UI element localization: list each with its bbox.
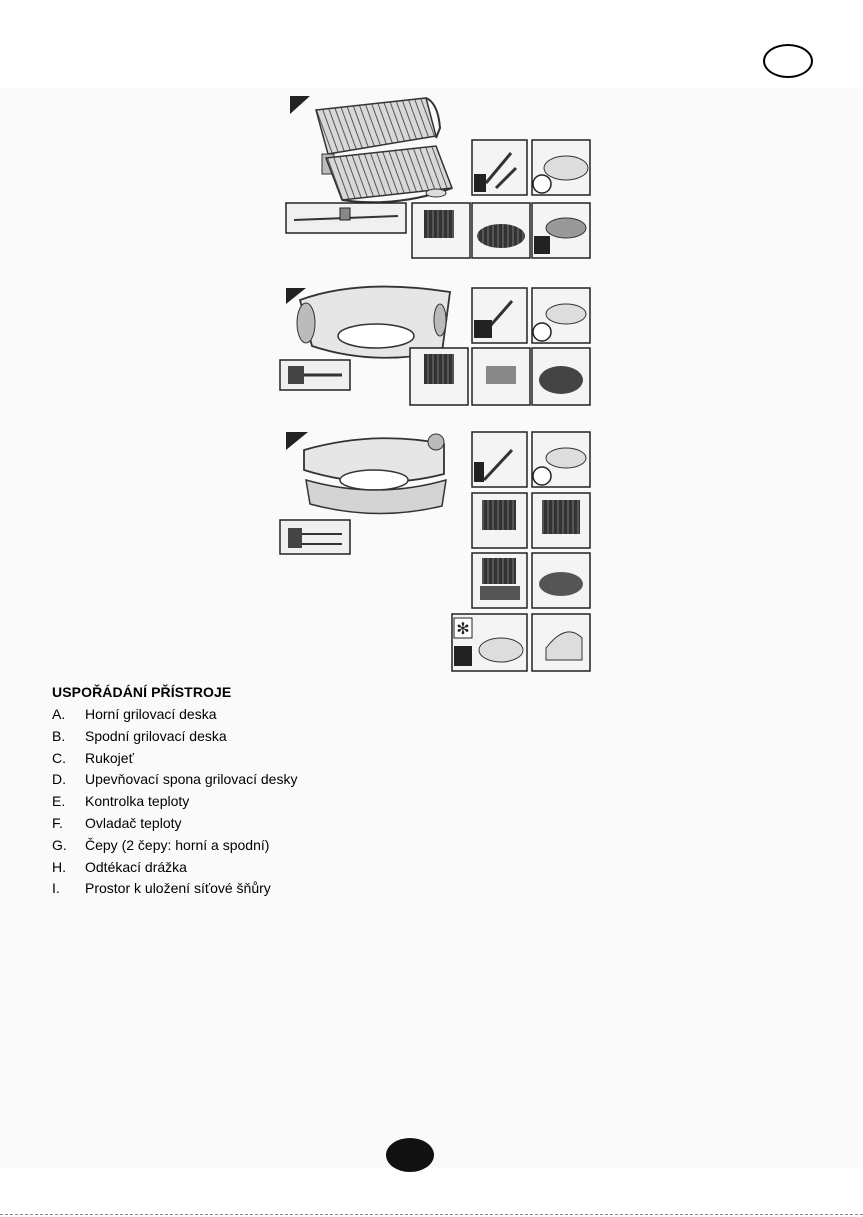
- grill-half-open-figure: [286, 432, 446, 514]
- step-panels-column-3: [452, 432, 590, 671]
- part-letter: G.: [52, 836, 67, 853]
- list-item: [52, 726, 297, 748]
- part-name: Prostor k uložení síťové šňůry: [85, 880, 271, 897]
- part-letter: D.: [52, 771, 66, 788]
- part-name: Kontrolka teploty: [85, 793, 190, 810]
- part-letter: H.: [52, 858, 66, 875]
- list-item: [52, 704, 297, 726]
- list-item: [52, 857, 297, 879]
- list-item: [52, 748, 297, 770]
- grill-open-flat-figure: [290, 96, 452, 202]
- parts-list: [52, 704, 297, 900]
- list-item: [52, 878, 297, 900]
- part-name: Spodní grilovací deska: [85, 727, 227, 744]
- list-item: [52, 769, 297, 791]
- part-letter: C.: [52, 749, 66, 766]
- part-name: Upevňovací spona grilovací desky: [85, 771, 298, 788]
- list-item: [52, 791, 297, 813]
- section-heading: USPOŘÁDÁNÍ PŘÍSTROJE: [52, 684, 232, 700]
- part-name: Čepy (2 čepy: horní a spodní): [85, 836, 270, 853]
- part-name: Ovladač teploty: [85, 814, 182, 831]
- usage-illustrations: [276, 88, 606, 678]
- page-number-badge: [386, 1138, 434, 1172]
- closed-clip-detail: [280, 360, 350, 390]
- list-item: [52, 813, 297, 835]
- part-letter: E.: [52, 793, 66, 810]
- part-letter: B.: [52, 727, 66, 744]
- part-letter: F.: [52, 814, 63, 831]
- language-badge: [763, 44, 813, 78]
- list-item: [52, 835, 297, 857]
- trim-line: [0, 1214, 863, 1215]
- grill-closed-press-figure: [286, 287, 450, 358]
- svg-text:✻: ✻: [456, 621, 470, 638]
- part-letter: A.: [52, 706, 66, 722]
- grill-plate-clip-detail: [286, 203, 406, 233]
- part-letter: I.: [52, 880, 60, 897]
- part-name: Odtékací drážka: [85, 858, 187, 875]
- half-open-clip-detail: [280, 520, 350, 554]
- part-name: Rukojeť: [85, 749, 134, 766]
- part-name: Horní grilovací deska: [85, 706, 217, 722]
